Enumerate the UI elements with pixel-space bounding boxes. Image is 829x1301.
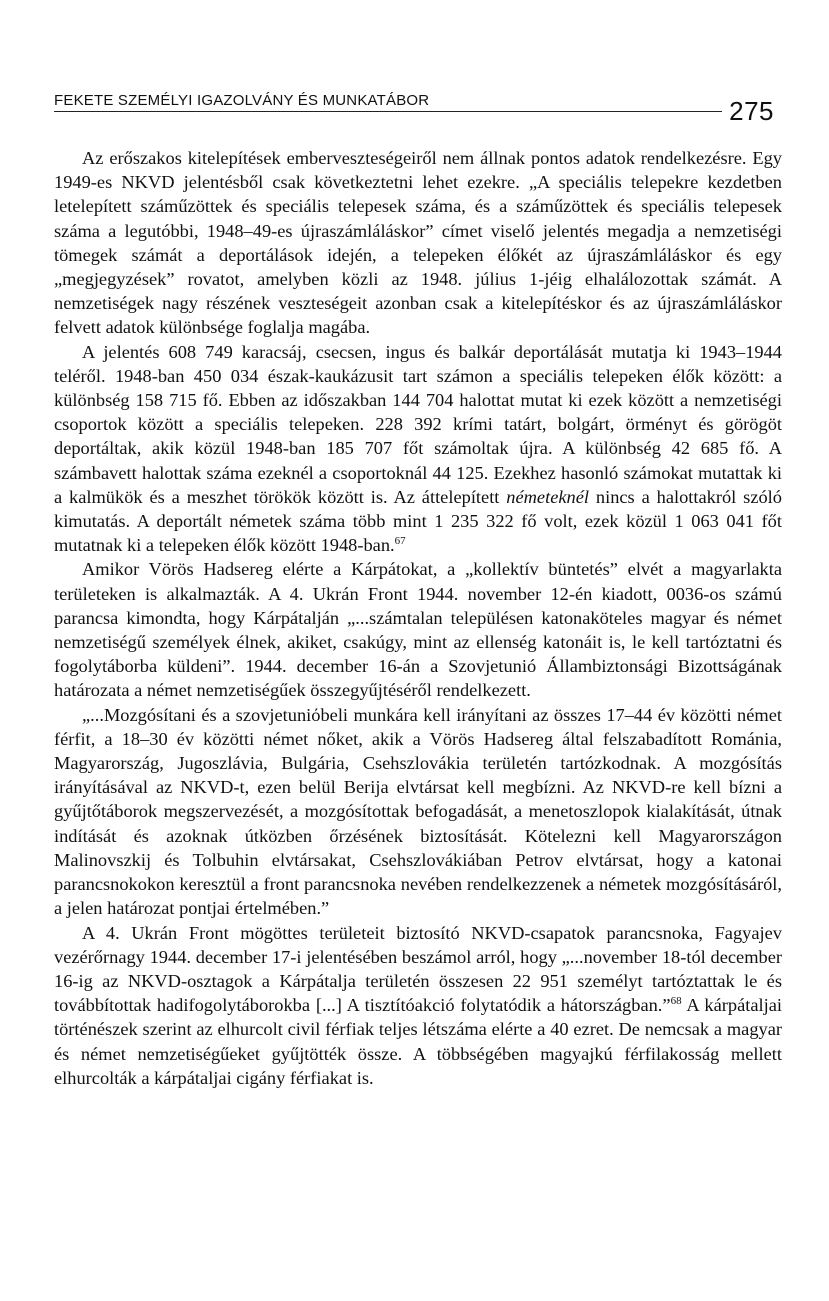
footnote-marker-67: 67	[394, 535, 406, 548]
paragraph-2-italic-word: németeknél	[506, 486, 590, 507]
paragraph-3: Amikor Vörös Hadsereg elérte a Kárpátokat, a „kollektív büntetés” elvét a magyarlakta területeken is alkalmazták. A 4. Ukrán Front 1944. november 12-én kiadott, 0036-os számú parancsa kimondta, hogy Kárpátalján „...számtalan településen katonaköteles magyar és német nemzetiségű személyek élnek, akiket, csakúgy, mint az ellenség katonáit is, le kell tartóztatni és fogolytáborba küldeni”. 1944. december 16-án a Szovjetunió Állambiztonsági Bizottságának határozata a német nemzetiségűek összegyűjtéséről rendelkezett.	[54, 559, 782, 701]
paragraph-5-text-b: A kárpátaljai történészek szerint az elhurcolt civil férfiak teljes létszáma elérte a 40 ezret. De nemcsak a magyar és német nemzetiségűeket gyűjtötték össze. A többségében magyajkú férfilakosság mellett elhurcolták a kárpátaljai cigány férfiakat is.	[54, 995, 782, 1088]
paragraph-4-quote: „...Mozgósítani és a szovjetuniόbeli munkára kell irányítani az összes 17–44 év közötti német férfit, a 18–30 év közötti német nőket, akik a Vörös Hadsereg által felszabadított Románia, Magyarország, Jugoszlávia, Bulgária, Csehszlovákia területén tartózkodnak. A mozgósítás irányításával az NKVD-t, ezen belül Berija elvtársat kell megbízni. Az NKVD-re kell bízni a gyűjtőtáborok megszervezését, a mozgósítottak befogadását, a menetoszlopok kialakítását, útnak indítását és azoknak útközben őrzésének biztosítását. Kötelezni kell Magyarországon Malinovszkij és Tolbuhin elvtársakat, Csehszlovákiában Petrov elvtársat, hogy a katonai parancsnokokon keresztül a front parancsnoka nevében rendelkezzenek a németek mozgósításáról, a jelen határozat pontjai értelmében.”	[54, 704, 782, 919]
page-number: 275	[729, 96, 774, 126]
paragraph-2-text-a: A jelentés 608 749 karacsáj, csecsen, ingus és balkár deportálását mutatja ki 1943–1944 teléről. 1948-ban 450 034 észak-kaukázusit tart számon a speciális telepeken élők között: a különbség 158 715 fő. Ebben az időszakban 144 704 halottat mutat ki ezek között a nemzetiségi csoportok között a speciális telepeken. 228 392 krími tatárt, bolgárt, örményt és görögöt deportáltak, akik közül 1948-ban 185 707 főt számoltak újra. A különbség 42 685 fő. A számbavett halottak száma ezeknél a csoportoknál 44 125. Ezekhez hasonló számokat mutattak ki a kalmükök és a meszhet törökök között is. Az áttelepített	[54, 341, 782, 507]
running-title: FEKETE SZEMÉLYI IGAZOLVÁNY ÉS MUNKATÁBOR	[54, 92, 430, 109]
footnote-marker-68: 68	[670, 994, 682, 1007]
paragraph-1: Az erőszakos kitelepítések emberveszteségeiről nem állnak pontos adatok rendelkezésre. Egy 1949-es NKVD jelentésből csak következtetni lehet ezekre. „A speciális telepekre kezdetben letelepített száműzöttek és speciális telepesek száma, és a száműzöttek és speciális telepesek száma a legutóbbi, 1948–49-es újraszámláláskor” címet viselő jelentés megadja a nemzetiségi tömegek számát a deportálások idején, a telepeken élőkét az újraszámláláskor és egy „megjegyzések” rovatot, amelyben közli az 1948. július 1-jéig elhalálozottak számát. A nemzetiségek nagy részének veszteségeit azonban csak a kitelepítéskor és az újraszámláláskor felvett adatok különbsége foglalja magába.	[54, 148, 782, 338]
paragraph-5-text-a: A 4. Ukrán Front mögöttes területeit biztosító NKVD-csapatok parancsnoka, Fagyajev vezérőrnagy 1944. december 17-i jelentésében beszámol arról, hogy „...november 18-tól december 16-ig az NKVD-osztagok a Kárpátalja területén összesen 22 951 személyt tartóztattak le és továbbítottak hadifogolytáborokba [...] A tisztítóakció folytatódik a hátországban.”	[54, 922, 782, 1016]
header-rule	[54, 111, 722, 112]
body-text	[54, 146, 782, 1090]
paragraph-2	[54, 340, 782, 558]
paragraph-2-text-b: nincs a halottakról szóló kimutatás. A deportált németek száma több mint 1 235 322 fő volt, ezek közül 1 063 041 főt mutatnak ki a telepeken élők között 1948-ban.	[54, 486, 782, 556]
paragraph-5	[54, 921, 782, 1090]
running-header	[54, 90, 774, 130]
